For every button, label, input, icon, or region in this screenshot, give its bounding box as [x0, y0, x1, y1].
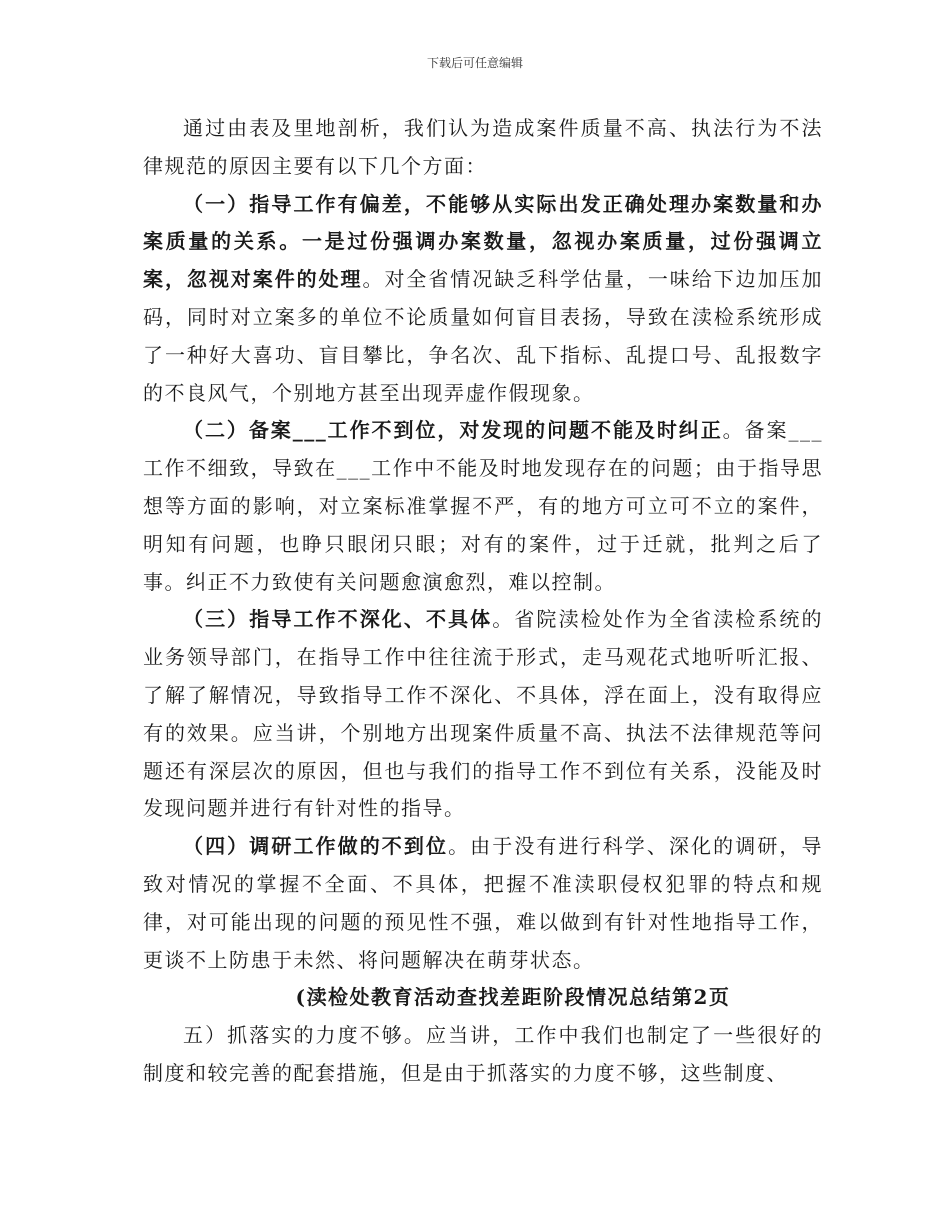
paragraph-2 — [143, 412, 823, 601]
document-body — [143, 110, 823, 1093]
paragraph-2-body: 。备案___工作不细致，导致在___工作中不能及时地发现存在的问题；由于指导思想等方面的影响，对立案标准掌握不严，有的地方可立可不立的案件，明知有问题，也睁只眼闭只眼；对有的案件，过于迁就，批判之后了事。纠正不力致使有关问题愈演愈烈，难以控制。 — [143, 418, 824, 594]
paragraph-4-body: 。由于没有进行科学、深化的调研，导致对情况的掌握不全面、不具体，把握不准渎职侵权犯罪的特点和规律，对可能出现的问题的预见性不强，难以做到有针对性地指导工作，更谈不上防患于未然、将问题解决在萌芽状态。 — [143, 834, 824, 972]
paragraph-3 — [143, 601, 823, 828]
paragraph-2-heading: （二）备案___工作不到位，对发现的问题不能及时纠正 — [183, 418, 723, 443]
paragraph-1-body: 。对全省情况缺乏科学估量，一味给下边加压加码，同时对立案多的单位不论质量如何盲目表扬，导致在渎检系统形成了一种好大喜功、盲目攀比，争名次、乱下指标、乱提口号、乱报数字的不良风气，个别地方甚至出现弄虚作假现象。 — [143, 267, 823, 405]
paragraph-intro: 通过由表及里地剖析，我们认为造成案件质量不高、执法行为不法律规范的原因主要有以下几个方面： — [143, 116, 823, 178]
paragraph-5: 五）抓落实的力度不够。应当讲，工作中我们也制定了一些很好的制度和较完善的配套措施，但是由于抓落实的力度不够，这些制度、 — [143, 1023, 823, 1085]
paragraph-4-heading: （四）调研工作做的不到位 — [183, 834, 449, 859]
page-title-line: (渎检处教育活动查找差距阶段情况总结第2页 — [295, 985, 731, 1010]
page-header: 下载后可任意编辑 — [426, 56, 523, 70]
paragraph-3-heading: （三）指导工作不深化、不具体 — [183, 607, 493, 632]
paragraph-1 — [143, 186, 823, 413]
paragraph-3-body: 。省院渎检处作为全省渎检系统的业务领导部门，在指导工作中往往流于形式，走马观花式地听听汇报、了解了解情况，导致指导工作不深化、不具体，浮在面上，没有取得应有的效果。应当讲，个别地方出现案件质量不高、执法不法律规范等问题还有深层次的原因，但也与我们的指导工作不到位有关系，没能及时发现问题并进行有针对性的指导。 — [143, 607, 823, 821]
paragraph-4 — [143, 828, 823, 979]
paragraph-1-heading: （一）指导工作有偏差，不能够从实际出发正确处理办案数量和办案质量的关系。一是过份强调办案数量，忽视办案质量，过份强调立案，忽视对案件的处理 — [143, 191, 823, 292]
